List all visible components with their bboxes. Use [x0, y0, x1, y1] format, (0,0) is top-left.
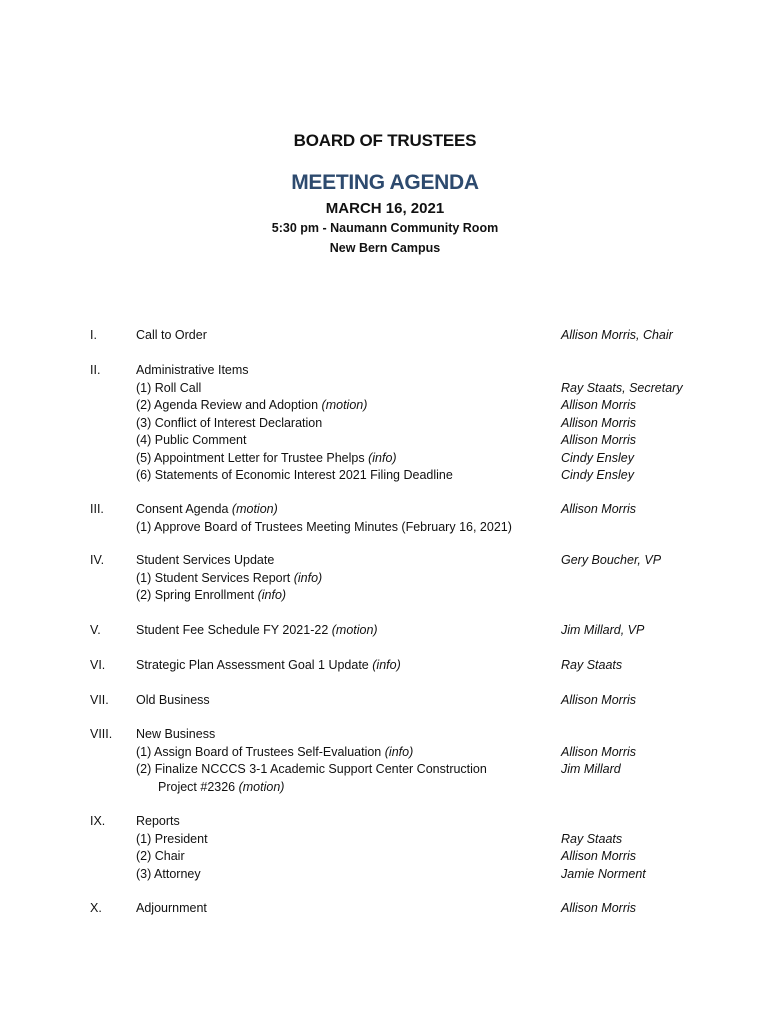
agenda-item-presenters [561, 622, 761, 640]
agenda-subitem-text: (3) Attorney [136, 866, 201, 881]
agenda-item-presenters [561, 362, 761, 485]
agenda-subitem-presenter: Jim Millard [561, 762, 621, 776]
agenda-item-body [136, 552, 546, 605]
agenda-subitem-presenter: Ray Staats [561, 831, 623, 846]
agenda-item-presenters [561, 327, 761, 345]
agenda-subitem-presenter: Cindy Ensley [561, 450, 634, 465]
presenter-spacer [561, 570, 761, 588]
agenda-subitem-text: (1) Assign Board of Trustees Self-Evaluation [136, 744, 385, 759]
agenda-subitem-text: (1) Roll Call [136, 380, 202, 395]
agenda-item-title [136, 622, 546, 640]
agenda-subitem [136, 380, 546, 398]
agenda-item-presenter: Allison Morris [561, 502, 637, 516]
agenda-item-body [136, 726, 546, 796]
agenda-subitem-presenter: Allison Morris [561, 398, 637, 412]
agenda-subitem [136, 761, 546, 779]
agenda-item-title-text: Student Fee Schedule FY 2021-22 [136, 623, 332, 637]
agenda-item-number: II. [90, 363, 101, 377]
agenda-item-number: VI. [90, 658, 106, 672]
agenda-subitem-text: (4) Public Comment [136, 433, 247, 447]
agenda-subitem-presenter: Allison Morris [561, 415, 637, 430]
agenda-item-number: VIII. [90, 727, 113, 741]
agenda-item-title-text: Strategic Plan Assessment Goal 1 Update [136, 658, 373, 672]
agenda-subitem [136, 397, 546, 415]
agenda-item-presenter: Allison Morris [561, 901, 637, 915]
agenda-item-title-text: Call to Order [136, 328, 207, 342]
agenda-item-title [136, 362, 546, 380]
agenda-item-title [136, 900, 546, 918]
agenda-item-body [136, 900, 546, 918]
agenda-item-number: X. [90, 901, 102, 915]
agenda-item-title [136, 552, 546, 570]
agenda-item-title-text: Old Business [136, 693, 210, 707]
presenter-spacer [561, 362, 761, 380]
organization-heading: BOARD OF TRUSTEES [293, 131, 477, 150]
agenda-subitem [136, 831, 546, 849]
agenda-item-title [136, 327, 546, 345]
agenda-subitem [136, 519, 546, 537]
agenda-item-number: III. [90, 502, 104, 516]
agenda-subitem-text: (1) President [136, 831, 208, 846]
agenda-item-presenter: Jim Millard, VP [561, 623, 645, 637]
agenda-item-title [136, 657, 546, 675]
agenda-item-title [136, 692, 546, 710]
agenda-item-number: VII. [90, 693, 109, 707]
agenda-item-presenters [561, 726, 761, 796]
agenda-item-body [136, 813, 546, 883]
agenda-subitem [136, 587, 546, 605]
agenda-item-body [136, 692, 546, 710]
agenda-subitem-note: (info) [368, 450, 397, 465]
agenda-item-body [136, 657, 546, 675]
agenda-subitem-presenter: Allison Morris [561, 433, 637, 447]
agenda-item-title-note: (motion) [231, 502, 278, 516]
agenda-subitem-presenter: Allison Morris [561, 744, 637, 759]
agenda-item-number: IV. [90, 553, 105, 567]
agenda-item-presenters [561, 692, 761, 710]
agenda-subitem-text: (1) Approve Board of Trustees Meeting Minutes (February 16, 2021) [136, 519, 512, 534]
presenter-spacer [561, 519, 761, 537]
agenda-item-presenter: Allison Morris, Chair [561, 328, 673, 342]
agenda-item-title-text: Administrative Items [136, 363, 249, 377]
agenda-subitem-presenter: Jamie Norment [561, 866, 646, 881]
meeting-date: MARCH 16, 2021 [325, 200, 445, 217]
agenda-subitem-text: (2) Finalize NCCCS 3-1 Academic Support Center Construction [136, 762, 487, 776]
agenda-subitem [136, 467, 546, 485]
agenda-item-title [136, 501, 546, 519]
agenda-subitem-text: (2) Spring Enrollment [136, 588, 258, 602]
agenda-subitem-text: (3) Conflict of Interest Declaration [136, 415, 323, 430]
agenda-subitem-presenter: Ray Staats, Secretary [561, 380, 683, 395]
agenda-subitem-text: (2) Chair [136, 849, 185, 863]
agenda-subitem [136, 450, 546, 468]
agenda-subitem [136, 432, 546, 450]
page-title: MEETING AGENDA [291, 171, 479, 194]
agenda-item-title [136, 813, 546, 831]
agenda-item-body [136, 501, 546, 536]
agenda-subitem-text: (1) Student Services Report [136, 570, 294, 585]
agenda-subitem-note: (info) [257, 588, 287, 602]
presenter-spacer [561, 813, 761, 831]
agenda-subitem-text: (2) Agenda Review and Adoption [136, 398, 322, 412]
agenda-item-presenters [561, 552, 761, 605]
agenda-item-title-text: New Business [136, 727, 216, 741]
agenda-item-presenters [561, 501, 761, 536]
agenda-item-title [136, 726, 546, 744]
agenda-subitem-note: (motion) [238, 779, 285, 794]
agenda-item-presenters [561, 813, 761, 883]
agenda-item-title-text: Consent Agenda [136, 502, 232, 516]
agenda-item-presenter: Gery Boucher, VP [561, 553, 662, 567]
agenda-subitem-note: (motion) [321, 398, 368, 412]
agenda-item-number: I. [90, 328, 97, 342]
agenda-subitem-text: Project #2326 [158, 779, 239, 794]
agenda-subitem [136, 866, 546, 884]
agenda-item-title-text: Reports [136, 814, 180, 828]
presenter-spacer [561, 587, 761, 605]
agenda-subitem-presenter: Allison Morris [561, 849, 637, 863]
agenda-item-title-text: Adjournment [136, 901, 207, 915]
agenda-subitem-note: (info) [384, 744, 414, 759]
agenda-item-presenter: Ray Staats [561, 658, 623, 672]
agenda-item-body [136, 362, 546, 485]
agenda-item-presenters [561, 900, 761, 918]
meeting-time-location: 5:30 pm - Naumann Community Room [271, 221, 499, 235]
agenda-subitem [136, 570, 546, 588]
agenda-subitem [136, 848, 546, 866]
agenda-item-body [136, 327, 546, 345]
agenda-item-title-text: Student Services Update [136, 553, 275, 567]
meeting-campus: New Bern Campus [329, 241, 441, 255]
agenda-item-title-note: (motion) [331, 623, 378, 637]
presenter-spacer [561, 726, 761, 744]
agenda-item-presenter: Allison Morris [561, 693, 637, 707]
agenda-item-body [136, 622, 546, 640]
agenda-subitem [136, 744, 546, 762]
agenda-item-presenters [561, 657, 761, 675]
presenter-spacer [561, 779, 761, 797]
agenda-subitem-text: (6) Statements of Economic Interest 2021 Filing Deadline [136, 468, 453, 482]
agenda-subitem-note: (info) [293, 570, 323, 585]
agenda-subitem [136, 779, 546, 797]
agenda-item-title-note: (info) [372, 658, 401, 672]
agenda-item-number: IX. [90, 814, 106, 828]
agenda-subitem-text: (5) Appointment Letter for Trustee Phelps [136, 450, 369, 465]
agenda-subitem-presenter: Cindy Ensley [561, 468, 634, 482]
agenda-subitem [136, 415, 546, 433]
agenda-item-number: V. [90, 623, 101, 637]
